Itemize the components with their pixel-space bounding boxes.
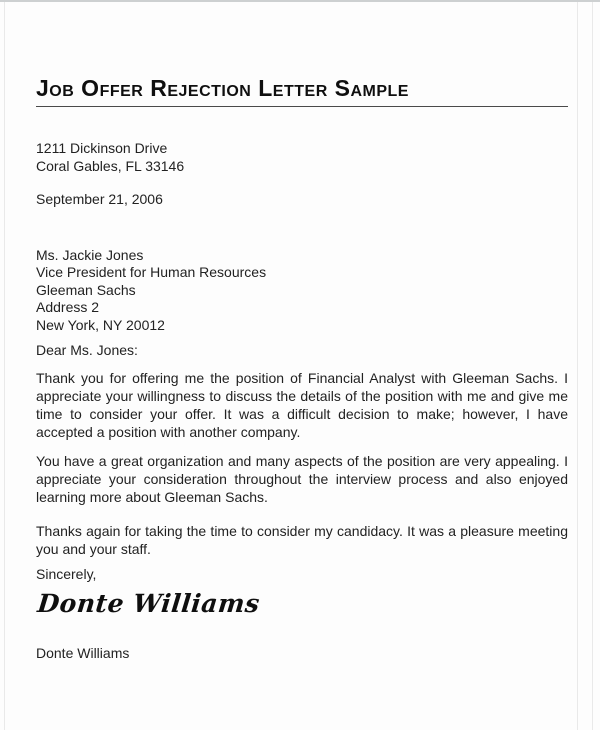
body-paragraph-1: Thank you for offering me the position of Financial Analyst with Gleeman Sachs. I appreciate your willingness to discuss the details of the position with me and give me time to consider your offer. It was a difficult decision to make; however, I have accepted a position with another company. xyxy=(36,369,568,440)
body-paragraph-2: You have a great organization and many aspects of the position are very appealing. I appreciate your consideration throughout the interview process and also enjoyed learning more about Gleeman Sachs. xyxy=(36,452,568,505)
sender-address-line: Coral Gables, FL 33146 xyxy=(36,157,185,174)
closing-phrase: Sincerely, xyxy=(36,565,97,582)
sender-address-line: 1211 Dickinson Drive xyxy=(36,140,168,157)
recipient-company: Gleeman Sachs xyxy=(36,281,136,298)
body-paragraph-3: Thanks again for taking the time to consider my candidacy. It was a pleasure meeting you and your staff. xyxy=(36,522,568,557)
left-edge-hairline xyxy=(4,2,5,730)
recipient-title: Vice President for Human Resources xyxy=(36,264,267,281)
recipient-address xyxy=(36,247,568,335)
salutation: Dear Ms. Jones: xyxy=(36,342,138,359)
sender-address xyxy=(36,140,568,175)
letter-date: September 21, 2006 xyxy=(36,191,163,208)
right-edge-hairline xyxy=(577,2,578,730)
typed-name: Donte Williams xyxy=(36,645,130,662)
recipient-name: Ms. Jackie Jones xyxy=(36,246,144,263)
recipient-address-line: Address 2 xyxy=(36,299,100,316)
recipient-city-line: New York, NY 20012 xyxy=(36,316,165,333)
handwritten-signature: Donte Williams xyxy=(36,589,262,619)
page-title: Job Offer Rejection Letter Sample xyxy=(36,76,568,107)
right-edge-hairline xyxy=(592,2,593,730)
